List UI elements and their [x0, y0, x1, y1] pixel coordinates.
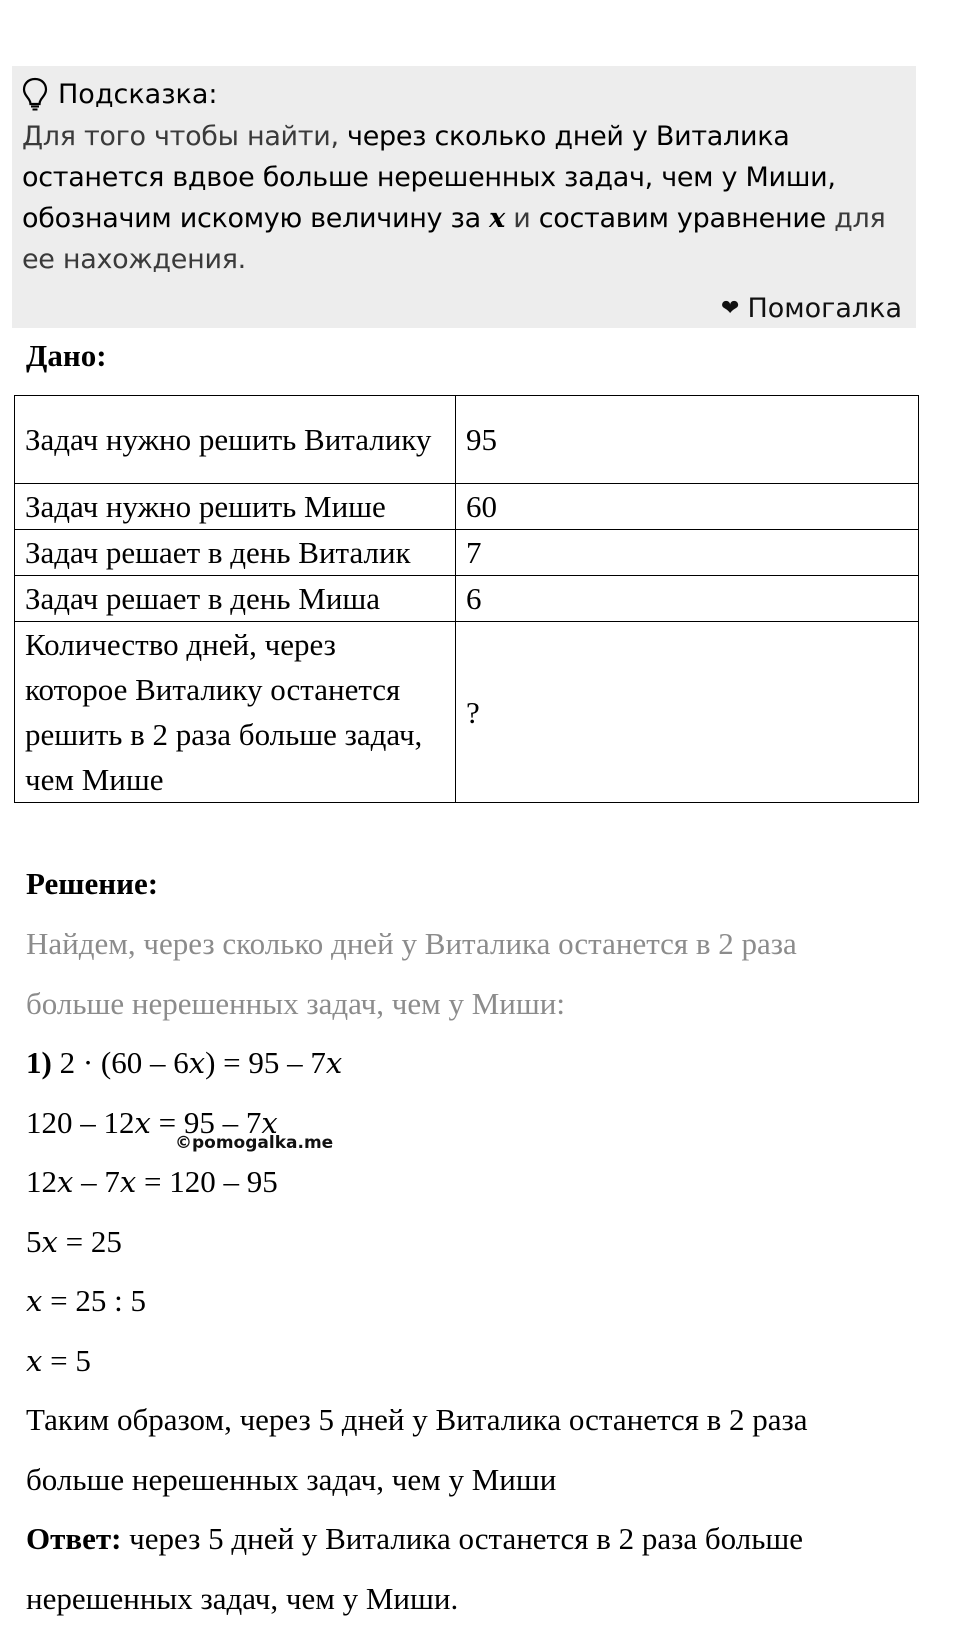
hint-text [22, 116, 904, 280]
hint-header [22, 74, 904, 114]
given-title: Дано: [26, 338, 107, 374]
equation-line [26, 1331, 926, 1391]
table-row [15, 396, 919, 484]
hint-text-part: и [505, 203, 539, 234]
variable: x [189, 1046, 205, 1080]
table-cell-value: 7 [456, 530, 919, 576]
table-cell-label: Задач нужно решить Мише [15, 484, 456, 530]
equation-part: = 25 [58, 1224, 122, 1259]
brand-link[interactable] [721, 293, 902, 324]
equation-part: ) = 95 – 7 [205, 1045, 326, 1080]
table-cell-label: Задач решает в день Миша [15, 576, 456, 622]
equation-part: 5 [26, 1224, 42, 1259]
table-cell-value: 60 [456, 484, 919, 530]
watermark: ©pomogalka.me [175, 1133, 333, 1153]
heart-icon: ❤ [721, 296, 739, 321]
table-cell-value: ? [456, 622, 919, 803]
variable: x [26, 1284, 42, 1318]
variable: x [42, 1225, 58, 1259]
table-row [15, 622, 919, 803]
table-row [15, 530, 919, 576]
table-cell-label: Задач решает в день Виталик [15, 530, 456, 576]
variable: x [261, 1106, 277, 1140]
variable: x [135, 1106, 151, 1140]
variable: x [57, 1165, 73, 1199]
table-row [15, 484, 919, 530]
answer-text: через 5 дней у Виталика останется в 2 раза больше [121, 1521, 803, 1556]
equation-part: 2 · (60 – 6 [52, 1045, 189, 1080]
table-row [15, 576, 919, 622]
equation-part: = 120 – 95 [136, 1164, 277, 1199]
variable: x [326, 1046, 342, 1080]
variable: x [26, 1344, 42, 1378]
conclusion-line: Таким образом, через 5 дней у Виталика останется в 2 раза [26, 1390, 926, 1450]
equation-line [26, 1271, 926, 1331]
equation-line [26, 1152, 926, 1212]
hint-text-emphasis: составим уравнение [539, 203, 826, 234]
variable: x [120, 1165, 136, 1199]
hint-text-part: Для того чтобы найти, [22, 121, 347, 152]
equation-part: = 25 : 5 [42, 1283, 146, 1318]
equation-line [26, 1093, 926, 1153]
equation-line [26, 1212, 926, 1272]
equation-part: 12 [26, 1164, 57, 1199]
table-cell-value: 6 [456, 576, 919, 622]
brand-label: Помогалка [747, 293, 902, 324]
step-label: 1) [26, 1045, 52, 1080]
solution-intro-line: больше нерешенных задач, чем у Миши: [26, 974, 926, 1034]
solution-body [26, 914, 926, 1628]
equation-part: = 5 [42, 1343, 90, 1378]
equation-part: 120 – 12 [26, 1105, 135, 1140]
table-cell-value: 95 [456, 396, 919, 484]
given-table [14, 395, 919, 803]
hint-title: Подсказка: [58, 79, 218, 110]
hint-variable: x [489, 203, 505, 234]
table-cell-label: Количество дней, через которое Виталику останется решить в 2 раза больше задач, чем Мише [15, 622, 456, 803]
solution-intro-line: Найдем, через сколько дней у Виталика останется в 2 раза [26, 914, 926, 974]
answer-line [26, 1509, 926, 1569]
equation-line [26, 1033, 926, 1093]
hint-text-part: для ее нахождения. [22, 203, 885, 275]
solution-title: Решение: [26, 866, 158, 902]
equation-part: – 7 [73, 1164, 120, 1199]
table-cell-label: Задач нужно решить Виталику [15, 396, 456, 484]
conclusion-line: больше нерешенных задач, чем у Миши [26, 1450, 926, 1510]
lightbulb-icon [22, 77, 48, 111]
equation-part: = 95 – 7 [151, 1105, 261, 1140]
answer-label: Ответ: [26, 1521, 121, 1556]
hint-text-emphasis: через сколько дней у Виталика останется вдвое больше нерешенных задач, чем у Миши, обозначим искомую величину за [22, 121, 836, 234]
answer-line: нерешенных задач, чем у Миши. [26, 1569, 926, 1628]
hint-box [12, 66, 916, 328]
